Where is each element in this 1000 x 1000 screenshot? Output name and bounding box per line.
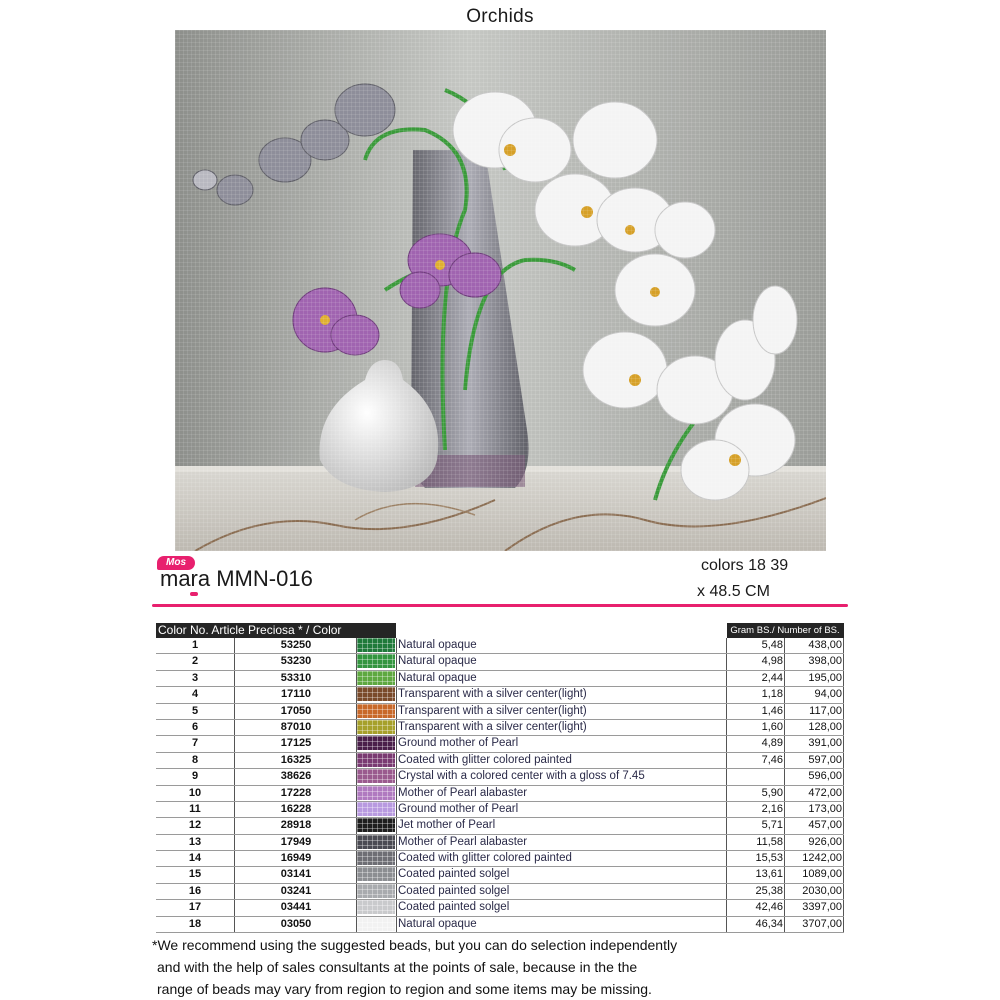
article-number: 17949: [280, 835, 312, 848]
color-description: Transparent with a silver center(light): [398, 688, 587, 701]
color-number: 1: [191, 639, 199, 651]
gram-value: 42,46: [755, 901, 783, 914]
bead-count: 2030,00: [802, 884, 842, 897]
bead-count: 1242,00: [802, 852, 842, 865]
color-swatch: [357, 851, 395, 865]
gram-value: 5,90: [761, 786, 783, 799]
color-number: 5: [191, 704, 199, 717]
table-row: [156, 704, 844, 720]
color-number: 12: [188, 819, 202, 832]
gram-value: 5,71: [761, 819, 783, 832]
color-swatch: [357, 818, 395, 832]
color-description: Transparent with a silver center(light): [398, 720, 587, 733]
article-number: 28918: [280, 819, 312, 832]
note-line: *We recommend using the suggested beads, but you can do selection independently: [152, 937, 678, 953]
note-line: and with the help of sales consultants at the points of sale, because in the the: [157, 959, 638, 975]
bead-count: 391,00: [808, 737, 842, 750]
article-number: 53230: [280, 655, 312, 668]
color-swatch: [357, 753, 395, 767]
bead-count: 457,00: [808, 819, 842, 832]
color-number: 4: [191, 688, 199, 701]
bead-count: 94,00: [814, 688, 842, 701]
article-number: 17228: [280, 786, 312, 799]
bead-count: 117,00: [809, 704, 842, 717]
header-right: Gram BS./ Number of BS.: [727, 623, 843, 638]
color-description: Ground mother of Pearl: [398, 802, 519, 815]
article-number: 87010: [280, 720, 312, 733]
article-number: 17125: [280, 737, 312, 750]
gram-value: 2,16: [761, 802, 783, 815]
color-description: Jet mother of Pearl: [398, 819, 496, 832]
table-row: [156, 851, 844, 867]
table-row: [156, 917, 844, 933]
bead-count: 472,00: [808, 786, 842, 799]
color-swatch: [357, 720, 395, 734]
color-swatch: [357, 687, 395, 701]
color-description: Coated painted solgel: [398, 901, 510, 914]
color-description: Natural opaque: [398, 639, 477, 651]
bead-count: 173,00: [808, 802, 842, 815]
color-description: Transparent with a silver center(light): [398, 704, 587, 717]
brand-logo: Mos: [157, 556, 195, 570]
page-title: Orchids: [466, 6, 534, 27]
bead-count: 398,00: [808, 655, 842, 668]
color-swatch: [357, 638, 395, 652]
color-description: Ground mother of Pearl: [398, 737, 519, 750]
color-swatch: [357, 917, 395, 931]
color-swatch: [357, 654, 395, 668]
color-swatch: [357, 736, 395, 750]
bead-count: 596,00: [808, 770, 842, 783]
bead-count: 597,00: [808, 753, 842, 766]
color-number: 9: [191, 770, 199, 783]
orchids-illustration: [175, 30, 826, 551]
divider-line: [152, 604, 848, 607]
color-number: 17: [188, 901, 202, 914]
gram-value: 2,44: [761, 671, 783, 684]
color-description: Coated painted solgel: [398, 884, 510, 897]
bead-count: 128,00: [808, 720, 842, 733]
color-description: Crystal with a colored center with a gloss of 7.45: [398, 770, 645, 783]
table-row: [156, 884, 844, 900]
table-row: [156, 753, 844, 769]
gram-value: 11,58: [756, 835, 783, 848]
article-number: 03050: [280, 917, 312, 930]
article-number: 16949: [280, 852, 312, 865]
colors-count: colors 18 39: [701, 557, 789, 574]
gram-value: 5,48: [761, 639, 783, 651]
color-number: 18: [188, 917, 202, 930]
size-label: x 48.5 CM: [697, 583, 770, 600]
table-row: [156, 802, 844, 818]
article-number: 53250: [280, 639, 312, 651]
gram-value: 46,34: [755, 917, 783, 930]
color-description: Coated with glitter colored painted: [398, 753, 572, 766]
bead-color-table: [156, 623, 844, 933]
article-number: 16325: [280, 753, 312, 766]
color-description: Mother of Pearl alabaster: [398, 786, 528, 799]
gram-value: 15,53: [755, 852, 783, 865]
gram-value: 4,98: [761, 655, 783, 668]
note-line: range of beads may vary from region to region and some items may be missing.: [157, 981, 652, 997]
color-description: Natural opaque: [398, 655, 477, 668]
table-row: [156, 867, 844, 883]
color-swatch: [357, 900, 395, 914]
bead-count: 438,00: [808, 639, 842, 651]
color-number: 15: [188, 868, 202, 881]
color-number: 13: [188, 835, 202, 848]
table-row: [156, 687, 844, 703]
article-number: 03141: [280, 868, 312, 881]
gram-value: 7,46: [761, 753, 783, 766]
color-number: 2: [191, 655, 199, 668]
gram-value: 25,38: [755, 884, 783, 897]
color-number: 6: [191, 720, 199, 733]
color-description: Coated with glitter colored painted: [398, 852, 572, 865]
gram-value: 1,18: [761, 688, 783, 701]
color-number: 7: [191, 737, 199, 750]
table-body: [156, 638, 844, 933]
bead-count: 3707,00: [802, 917, 842, 930]
table-row: [156, 736, 844, 752]
article-number: 17110: [281, 688, 311, 701]
gram-value: 4,89: [761, 737, 783, 750]
brand-logo-mark: [190, 592, 198, 596]
article-number: 38626: [280, 770, 312, 783]
color-number: 10: [188, 786, 202, 799]
article-number: 16228: [280, 802, 312, 815]
table-row: [156, 638, 844, 654]
table-row: [156, 900, 844, 916]
gram-value: 13,61: [755, 868, 783, 881]
recommendation-note: [152, 934, 872, 1000]
gram-value: 1,60: [761, 720, 783, 733]
bead-count: 1089,00: [802, 868, 842, 881]
gram-value: 1,46: [761, 704, 783, 717]
table-row: [156, 835, 844, 851]
table-row: [156, 786, 844, 802]
color-swatch: [357, 769, 395, 783]
article-number: 17050: [280, 704, 312, 717]
table-row: [156, 769, 844, 785]
color-swatch: [357, 884, 395, 898]
orchids-pattern-image: [175, 30, 826, 551]
table-row: [156, 654, 844, 670]
bead-count: 926,00: [808, 835, 842, 848]
color-description: Natural opaque: [398, 671, 477, 684]
color-swatch: [357, 802, 395, 816]
product-code: mara MMN-016: [160, 566, 313, 591]
color-number: 11: [189, 802, 201, 815]
color-swatch: [357, 704, 395, 718]
article-number: 03241: [280, 884, 312, 897]
table-row: [156, 671, 844, 687]
color-number: 16: [188, 884, 202, 897]
bead-count: 195,00: [808, 671, 842, 684]
color-number: 3: [191, 671, 199, 684]
color-description: Coated painted solgel: [398, 868, 510, 881]
article-number: 03441: [280, 901, 312, 914]
table-row: [156, 818, 844, 834]
color-swatch: [357, 835, 395, 849]
bead-count: 3397,00: [802, 901, 842, 914]
table-header: [156, 623, 844, 638]
color-number: 14: [188, 852, 202, 865]
color-description: Mother of Pearl alabaster: [398, 835, 528, 848]
header-left: Color No. Article Preciosa * / Color: [158, 623, 342, 637]
article-number: 53310: [280, 671, 312, 684]
color-number: 8: [191, 753, 199, 766]
color-swatch: [357, 671, 395, 685]
color-swatch: [357, 786, 395, 800]
color-description: Natural opaque: [398, 917, 477, 930]
table-row: [156, 720, 844, 736]
color-swatch: [357, 867, 395, 881]
